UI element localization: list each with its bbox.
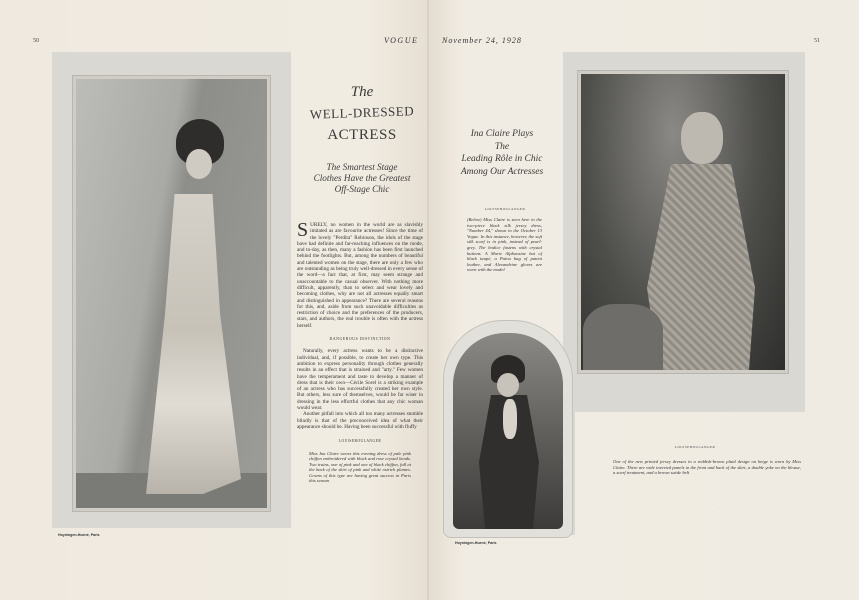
- figure-face: [186, 149, 212, 179]
- running-head-right: November 24, 1928: [442, 36, 522, 45]
- subtitle-line: Off-Stage Chic: [334, 184, 390, 194]
- headline-line: The: [494, 141, 510, 152]
- gutter: [427, 0, 429, 600]
- figure-scarf: [503, 399, 517, 439]
- title-the: The: [350, 84, 374, 100]
- sidebar-headline: [447, 128, 557, 178]
- folio-right: 51: [814, 38, 820, 44]
- arched-photo-mount: [443, 320, 573, 538]
- designer-credit-1: LOUISEBOULANGER: [484, 207, 526, 211]
- photo-caption-1: (Below) Miss Claire is seen here in the two-piece black silk jersey dress, "Number 44," shown in the October 13 Vogue. In this instance, however, the soft silk scarf is in pink, instead of pearl-grey. The bodice fastens with crystal buttons. A Marie Alphonsine hat of black taupé, a Patou bag of patent leather, and Alexandrine gloves are worn with the model: [467, 217, 542, 273]
- figure-dress: [146, 194, 241, 494]
- photo-evening-dress: [76, 79, 267, 508]
- folio-left: 50: [33, 38, 39, 44]
- subtitle-line: The Smartest Stage: [326, 162, 398, 172]
- section-heading: DANGEROUS DISTINCTION: [329, 337, 391, 342]
- figure-coat: [583, 304, 663, 370]
- photo-plaid-dress: [581, 74, 785, 370]
- body-paragraph: [297, 219, 423, 329]
- article-subtitle: [297, 162, 427, 195]
- photo-black-jersey-dress: [453, 333, 563, 529]
- designer-credit-2: LOUISEBOULANGER: [674, 445, 716, 449]
- title-line-2: ACTRESS: [327, 127, 397, 143]
- drop-cap: S: [297, 219, 309, 241]
- title-line-1: WELL-DRESSED: [309, 103, 415, 122]
- running-head-left: VOGUE: [384, 36, 419, 45]
- photo-caption-left: Miss Ina Claire wears this evening dress of pale pink chiffon embroidered with black and rose crystal beads. Two trains, one of pink and one of black chiffon, fall at the back of the skirt of pink and white ostrich plumes. Gowns of this type are having great success in Paris this season: [309, 450, 411, 484]
- body-paragraph: Naturally, every actress wants to be a distinctive individual, and, if possible, to create her own type. This ambition to express personality through clothes generally results in an effect that is strained and "arty." Few women have the temperament and taste to develop a manner of dress that is their own—Cécile Sorel is a striking example of an actress who has successfully created her own style. But others, less sure of themselves, would be far wiser in dressing in the less effortful clothes that any chic woman would wear.: [297, 348, 423, 412]
- photo-credit-left: Hoyningen-Huené, Paris: [58, 533, 100, 537]
- headline-line: Ina Claire Plays: [470, 129, 534, 139]
- headline-line: Leading Rôle in Chic: [461, 154, 543, 164]
- body-paragraph: Another pitfall into which all too many actresses stumble blindly is that of the preconceived idea of what their appearance should be. Having been successful with fluffy: [297, 411, 423, 430]
- article-body: [297, 219, 423, 484]
- figure-face: [497, 373, 519, 397]
- subtitle-line: Clothes Have the Greatest: [313, 173, 411, 183]
- article-title-block: [297, 84, 427, 195]
- designer-credit: LOUISEBOULANGER: [338, 439, 382, 444]
- left-photo-mount: [52, 52, 291, 528]
- figure-head: [681, 112, 723, 164]
- photo-caption-2: One of the new printed jersey dresses in a reddish-brown plaid design on beige is worn by Miss Claire. There are wide inverted panels in the front and back of the skirt, a double yoke on the blouse, a scarf treatment, and a brown suède belt: [613, 459, 801, 476]
- headline-line: Among Our Actresses: [460, 166, 544, 177]
- paragraph-text: URELY, no women in the world are as slavishly imitated as are favourite actresses! Since the time of the lovely "Perdita" Robinson, the idols of the stage have had definite and far-reaching influences on the mode, and to-day, as then, many a fashion has been first launched behind the footlights. But, among the numbers of beautiful and talented women on the stage, there are only a few who are outstanding as being truly well-dressed in every sense of the word—a fact that, at first, may seem strange and unaccountable to the casual observer. With nothing more difficult, apparently, than to select and wear lovely and becoming clothes, why are not all actresses equally smart and distinguished in appearance? There are several reasons for this, and, aside from such unavoidable difficulties as restriction of choice and the preferences of the producers, stars, and authors, the real trouble is often with the actress herself.: [297, 222, 423, 329]
- photo-credit-right: Hoyningen-Huené, Paris: [455, 541, 497, 545]
- right-photo-mount: [563, 52, 805, 412]
